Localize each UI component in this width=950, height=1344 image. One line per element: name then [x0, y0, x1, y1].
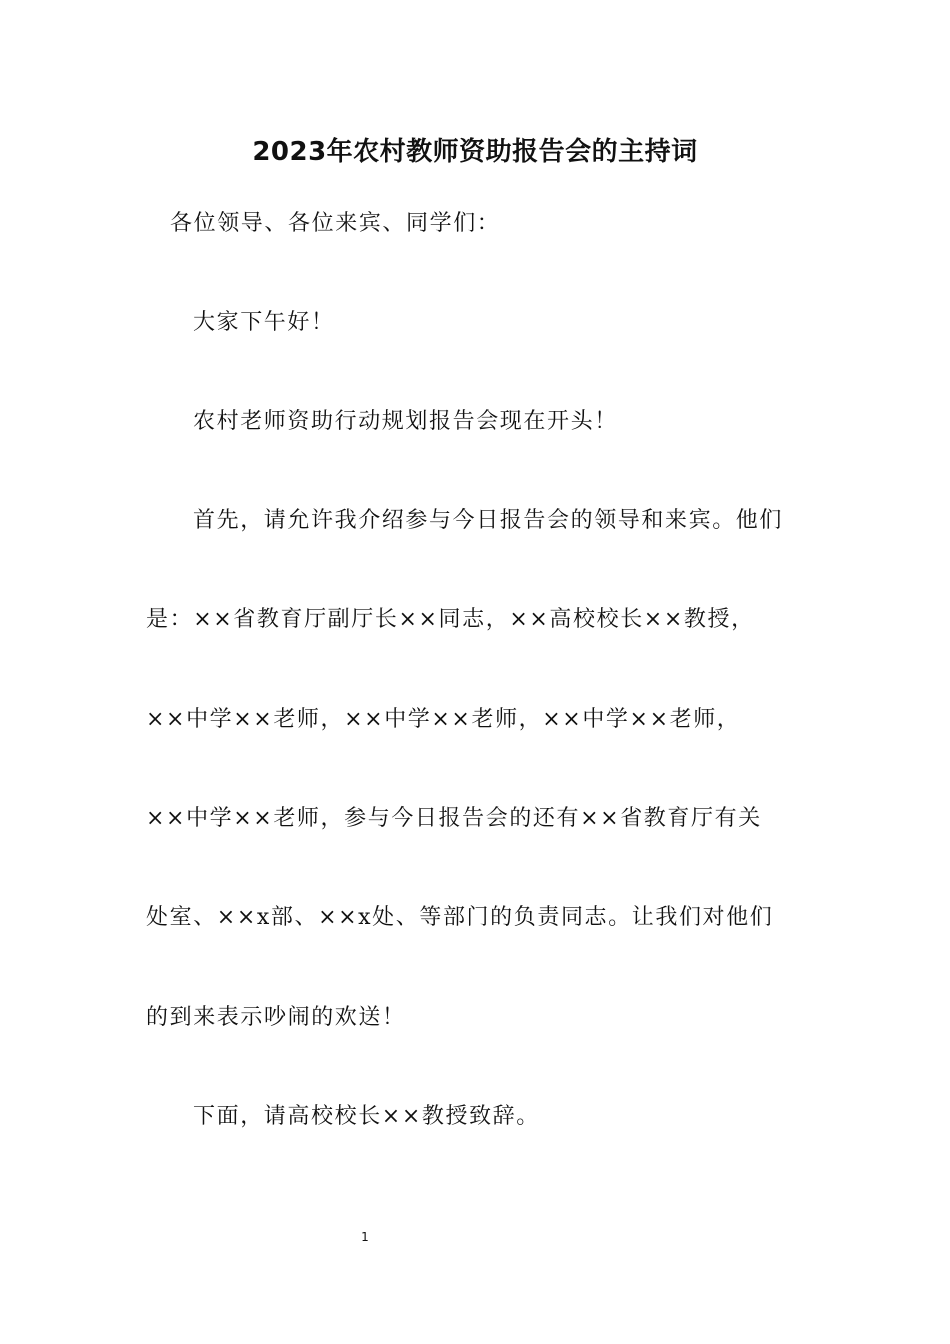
- introduction-line-2: 是：××省教育厅副厅长××同志，××高校校长××教授，: [146, 607, 755, 632]
- introduction-line-1: 首先，请允许我介绍参与今日报告会的领导和来宾。他们: [193, 508, 784, 533]
- page-number: 1: [361, 1230, 369, 1244]
- introduction-line-4: ××中学××老师，参与今日报告会的还有××省教育厅有关: [146, 806, 762, 831]
- document-title: 2023年农村教师资助报告会的主持词: [252, 137, 698, 167]
- introduction-line-6: 的到来表示吵闹的欢送！: [146, 1005, 406, 1030]
- introduction-line-5: 处室、××x部、××x处、等部门的负责同志。让我们对他们: [146, 905, 774, 930]
- salutation-line: 各位领导、各位来宾、同学们：: [170, 211, 501, 236]
- introduction-line-3: ××中学××老师，××中学××老师，××中学××老师，: [146, 707, 741, 732]
- greeting-paragraph: 大家下午好！: [193, 310, 335, 335]
- speech-invitation-paragraph: 下面，请高校校长××教授致辞。: [193, 1104, 540, 1129]
- opening-paragraph: 农村老师资助行动规划报告会现在开头！: [193, 409, 618, 434]
